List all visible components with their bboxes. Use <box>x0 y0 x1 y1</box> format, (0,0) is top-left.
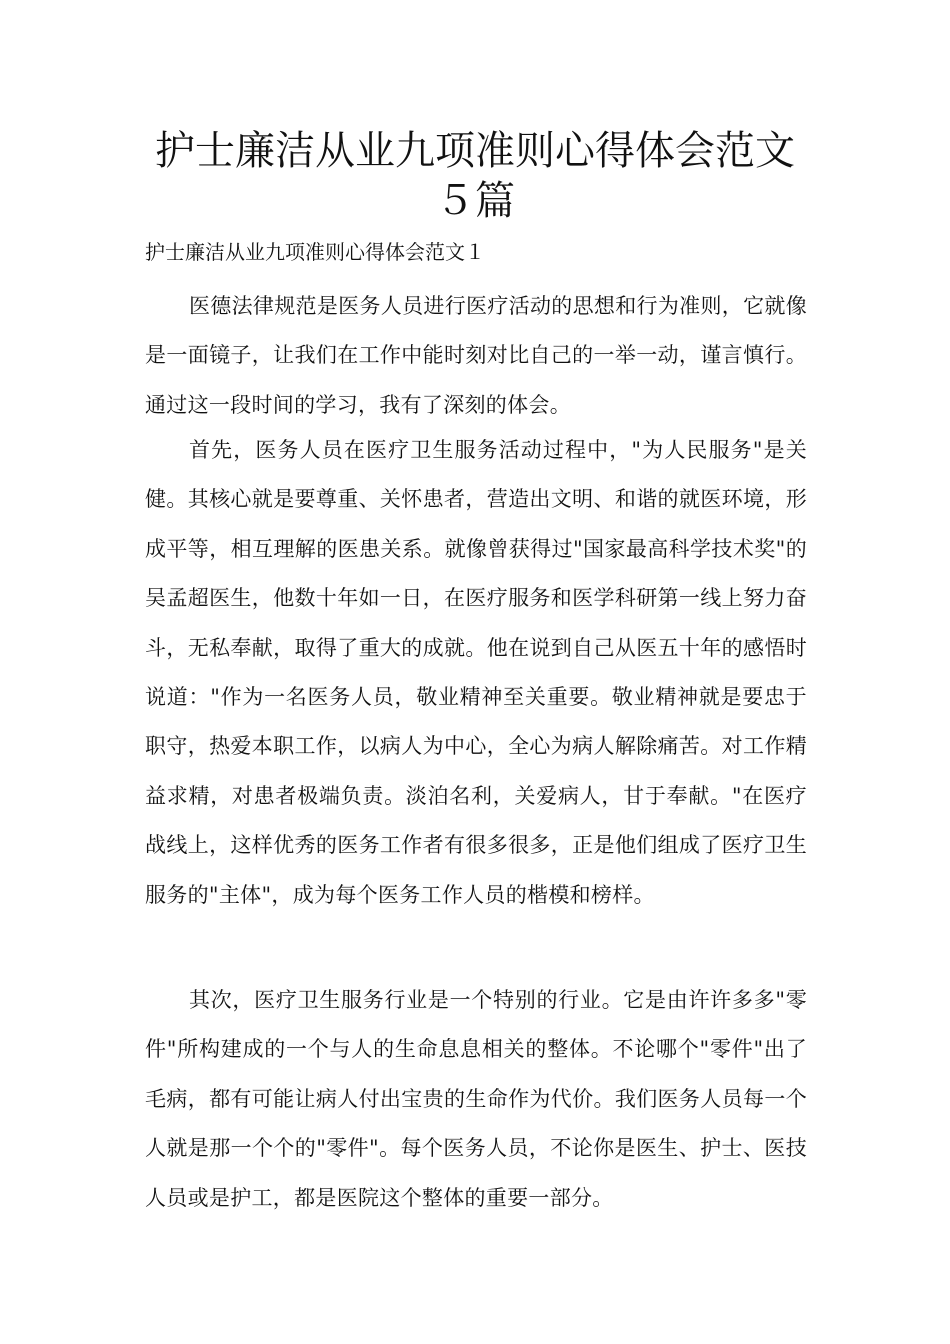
section-heading: 护士廉洁从业九项准则心得体会范文１ <box>145 240 485 264</box>
document-title: 护士廉洁从业九项准则心得体会范文５篇 <box>155 128 795 224</box>
paragraph-1: 医德法律规范是医务人员进行医疗活动的思想和行为准则，它就像是一面镜子，让我们在工作中能时刻对比自己的一举一动，谨言慎行。通过这一段时间的学习，我有了深刻的体会。 <box>145 294 807 417</box>
paragraph-2: 首先，医务人员在医疗卫生服务活动过程中，"为人民服务"是关健。其核心就是要尊重、关怀患者，营造出文明、和谐的就医环境，形成平等，相互理解的医患关系。就像曾获得过"国家最高科学技术奖"的吴孟超医生，他数十年如一日，在医疗服务和医学科研第一线上努力奋斗，无私奉献，取得了重大的成就。他在说到自己从医五十年的感悟时说道："作为一名医务人员，敬业精神至关重要。敬业精神就是要忠于职守，热爱本职工作，以病人为中心，全心为病人解除痛苦。对工作精益求精，对患者极端负责。淡泊名利，关爱病人，甘于奉献。"在医疗战线上，这样优秀的医务工作者有很多很多，正是他们组成了医疗卫生服务的"主体"，成为每个医务工作人员的楷模和榜样。 <box>145 438 807 907</box>
paragraph-3: 其次，医疗卫生服务行业是一个特别的行业。它是由许许多多"零件"所构建成的一个与人的生命息息相关的整体。不论哪个"零件"出了毛病，都有可能让病人付出宝贵的生命作为代价。我们医务人员每一个人就是那一个个的"零件"。每个医务人员，不论你是医生、护士、医技人员或是护工，都是医院这个整体的重要一部分。 <box>145 988 807 1210</box>
